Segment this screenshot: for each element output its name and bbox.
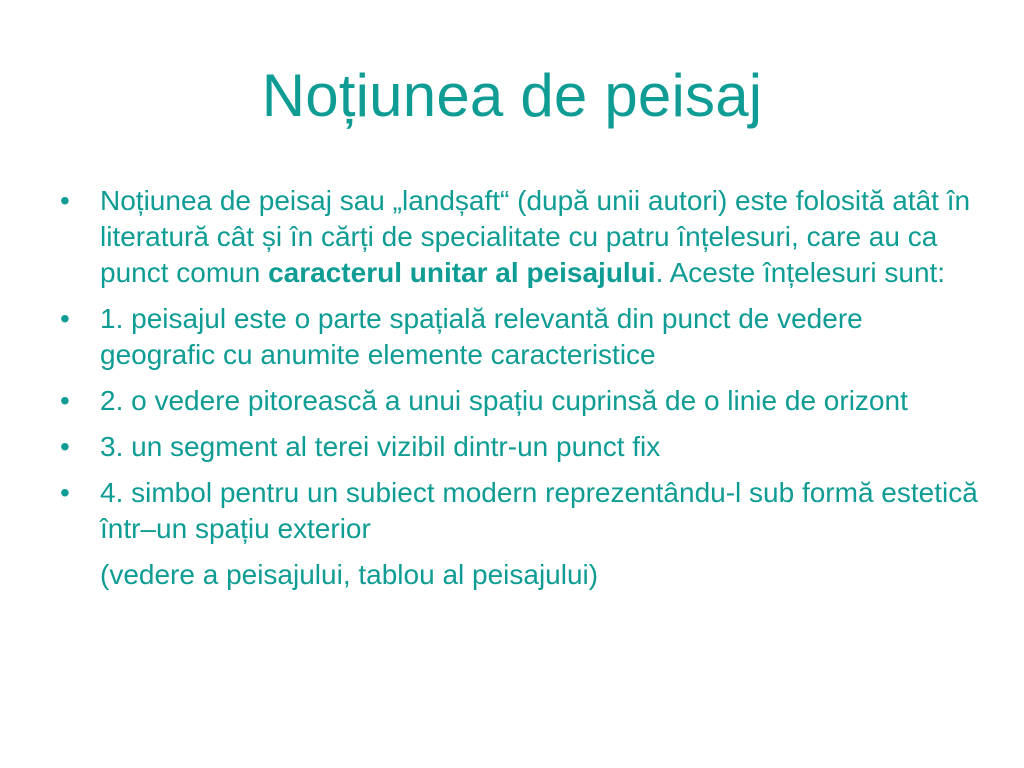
bullet-text: 3. un segment al terei vizibil dintr-un punct fix <box>100 431 661 462</box>
slide-title: Noțiunea de peisaj <box>261 62 763 129</box>
bullet-text: 1. peisajul este o parte spațială relevantă din punct de vedere geografic cu anumite elemente caracteristice <box>100 303 863 370</box>
bullet-text-before: Noțiunea de peisaj sau „landșaft“ (după unii autori) este folosită atât în literatură cât și în cărți de specialitate cu patru înțelesuri, care au ca punct comun <box>100 185 971 288</box>
bullet-marker: • <box>60 303 70 334</box>
bullet-item-1 <box>55 183 985 291</box>
bullet-item-2 <box>55 301 985 373</box>
slide-content <box>55 183 985 593</box>
bullet-item-4 <box>55 429 985 465</box>
bullet-bold-text: caracterul unitar al peisajului <box>268 257 656 288</box>
bullet-marker: • <box>60 185 70 216</box>
bullet-text: 4. simbol pentru un subiect modern reprezentându-l sub formă estetică într–un spațiu exterior <box>100 477 978 544</box>
bullet-marker: • <box>60 385 70 416</box>
bullet-item-3 <box>55 383 985 419</box>
bullet-marker: • <box>60 477 70 508</box>
parenthetical-note: (vedere a peisajului, tablou al peisajului) <box>100 559 599 590</box>
bullet-list <box>55 183 985 547</box>
bullet-text: 2. o vedere pitorească a unui spațiu cuprinsă de o linie de orizont <box>100 385 908 416</box>
bullet-marker: • <box>60 431 70 462</box>
bullet-item-5 <box>55 475 985 547</box>
bullet-text-after: . Aceste înțelesuri sunt: <box>655 257 946 288</box>
